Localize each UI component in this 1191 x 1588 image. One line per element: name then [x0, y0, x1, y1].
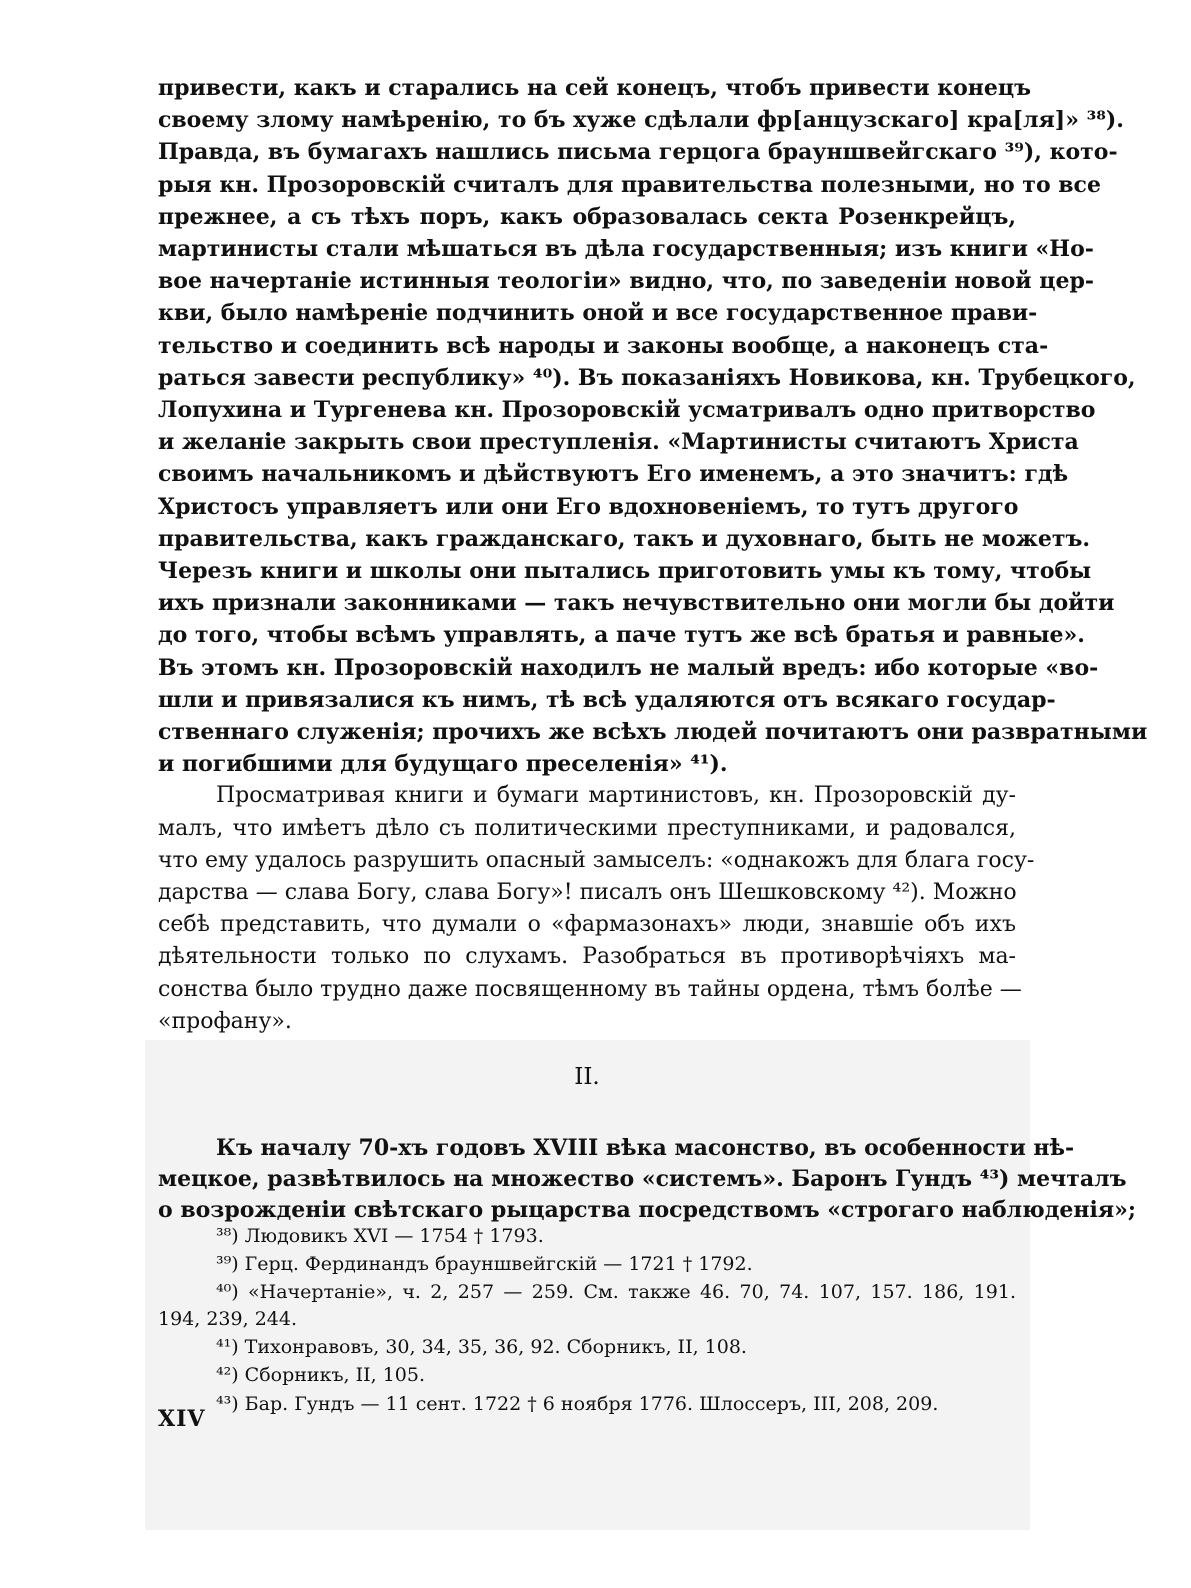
text-line: вое начертаніе истинныя теологіи» видно, что, по заведеніи новой цер- — [158, 268, 1095, 295]
text-line: привести, какъ и старались на сей конецъ, чтобъ привести конецъ — [158, 75, 1032, 101]
footnote: ⁴²) Сборникъ, II, 105. — [216, 1364, 426, 1386]
text-line: прежнее, а съ тѣхъ поръ, какъ образовалась секта Розенкрейцъ, — [158, 203, 1016, 230]
text-line: себѣ представить, что думали о «фармазонахъ» люди, знавшіе объ ихъ — [158, 912, 1016, 938]
footnote: ⁴³) Бар. Гундъ — 11 сент. 1722 † 6 ноября 1776. Шлоссеръ, III, 208, 209. — [216, 1393, 939, 1415]
text-line: мецкое, развѣтвилось на множество «системъ». Баронъ Гундъ ⁴³) мечталъ — [158, 1166, 1127, 1192]
text-line: дарства — слава Богу, слава Богу»! писалъ онъ Шешковскому ⁴²). Можно — [158, 880, 1017, 905]
text-line: «профану». — [158, 1008, 292, 1034]
text-line: что ему удалось разрушить опасный замыселъ: «однакожъ для блага госу- — [158, 847, 1035, 873]
text-line: Христосъ управляетъ или они Его вдохновеніемъ, то тутъ другого — [158, 493, 1019, 520]
text-line: тельство и соединить всѣ народы и законы вообще, а наконецъ ста- — [158, 332, 1049, 359]
text-line: и погибшими для будущаго преселенія» ⁴¹). — [158, 751, 728, 778]
text-line: малъ, что имѣетъ дѣло съ политическими преступниками, и радовался, — [158, 815, 1016, 841]
text-line: Просматривая книги и бумаги мартинистовъ, кн. Прозоровскій ду- — [216, 783, 1016, 809]
text-line: о возрожденіи свѣтскаго рыцарства посредствомъ «строгаго наблюденія»; — [158, 1197, 1136, 1223]
text-line: и желаніе закрыть свои преступленія. «Мартинисты считаютъ Христа — [158, 429, 1079, 456]
text-line: сонства было трудно даже посвященному въ тайны ордена, тѣмъ болѣе — — [158, 976, 1022, 1002]
text-line: ственнаго служенія; прочихъ же всѣхъ людей почитаютъ они развратными — [158, 719, 1148, 745]
text-line: Правда, въ бумагахъ нашлись письма герцога брауншвейгскаго ³⁹), кото- — [158, 139, 1118, 166]
text-line: Къ началу 70-хъ годовъ XVIII вѣка масонство, въ особенности нѣ- — [216, 1135, 1075, 1161]
text-line: своимъ начальникомъ и дѣйствуютъ Его именемъ, а это значитъ: гдѣ — [158, 461, 1069, 488]
text-line: до того, чтобы всѣмъ управлять, а паче тутъ же всѣ братья и равные». — [158, 622, 1085, 649]
text-line: Черезъ книги и школы они пытались приготовить умы къ тому, чтобы — [158, 558, 1092, 584]
section-heading: II. — [574, 1064, 600, 1090]
footnote: ³⁹) Герц. Фердинандъ брауншвейгскій — 1721 † 1792. — [216, 1253, 753, 1275]
footnote: ³⁸) Людовикъ XVI — 1754 † 1793. — [216, 1225, 544, 1247]
text-line: Лопухина и Тургенева кн. Прозоровскій усматривалъ одно притворство — [158, 397, 1096, 423]
text-line: Въ этомъ кн. Прозоровскій находилъ не малый вредъ: ибо которые «во- — [158, 654, 1099, 681]
text-line: раться завести республику» ⁴⁰). Въ показаніяхъ Новикова, кн. Трубецкого, — [158, 364, 1136, 391]
text-line: кви, было намѣреніе подчинить оной и все государственное прави- — [158, 300, 1038, 327]
text-line: правительства, какъ гражданскаго, такъ и духовнаго, быть не можетъ. — [158, 525, 1091, 552]
text-line: рыя кн. Прозоровскій считалъ для правительства полезными, но то все — [158, 171, 1101, 198]
text-line: мартинисты стали мѣшаться въ дѣла государственныя; изъ книги «Но- — [158, 236, 1094, 262]
page-number: XIV — [158, 1406, 206, 1432]
footnote: ⁴¹) Тихонравовъ, 30, 34, 35, 36, 92. Сборникъ, II, 108. — [216, 1336, 747, 1358]
text-line: своему злому намѣренію, то бъ хуже сдѣлали фр[анцузскаго] кра[ля]» ³⁸). — [158, 107, 1124, 134]
footnote: 194, 239, 244. — [158, 1308, 297, 1330]
footnote: ⁴⁰) «Начертаніе», ч. 2, 257 — 259. См. также 46. 70, 74. 107, 157. 186, 191. — [216, 1281, 1016, 1303]
text-line: ихъ признали законниками — такъ нечувствительно они могли бы дойти — [158, 590, 1115, 617]
text-line: шли и привязалися къ нимъ, тѣ всѣ удаляются отъ всякаго государ- — [158, 686, 1056, 713]
text-line: дѣятельности только по слухамъ. Разобраться въ противорѣчіяхъ ма- — [158, 944, 1016, 970]
